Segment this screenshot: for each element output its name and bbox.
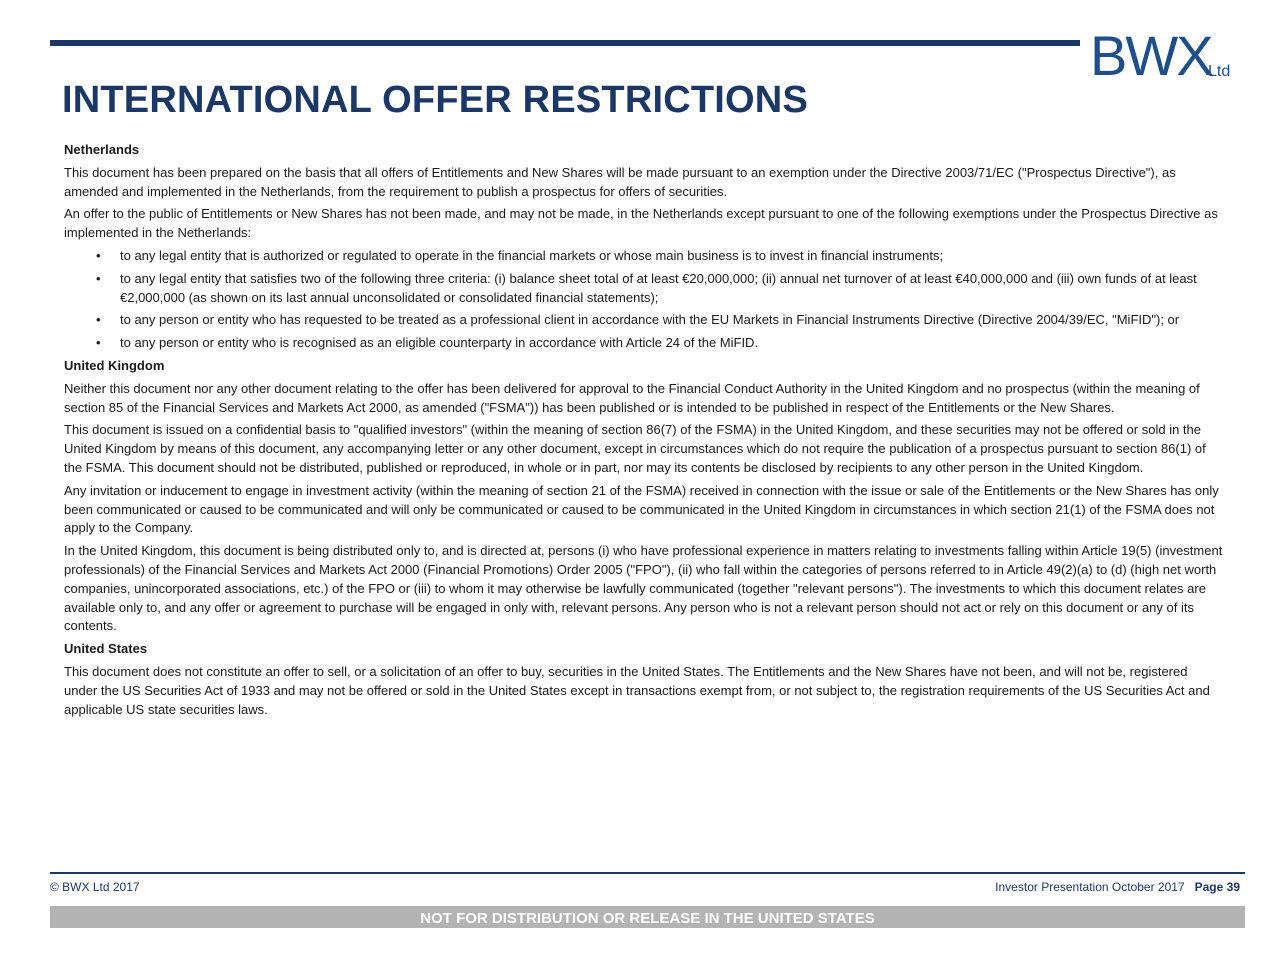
list-item-text: to any person or entity who has requested to be treated as a professional client in accordance with the EU Markets in Financial Instruments Directive (Directive 2004/39/EC, "MiFID"); or bbox=[120, 312, 1180, 328]
list-item bbox=[64, 334, 1224, 353]
paragraph: In the United Kingdom, this document is being distributed only to, and is directed at, persons (i) who have professional experience in matters relating to investments falling within Article 19(5) (investment professionals) of the Financial Services and Markets Act 2000 (Financial Promotions) Order 2005 ("FPO"), (ii) who fall within the categories of persons referred to in Article 49(2)(a) to (d) (high net worth companies, unincorporated associations, etc.) of the FPO or (iii) to whom it may otherwise be lawfully communicated (together "relevant persons"). The investments to which this document relates are available only to, and any offer or agreement to purchase will be engaged in only with, relevant persons. Any person who is not a relevant person should not act or rely on this document or any of its contents. bbox=[64, 543, 1223, 634]
exemption-list bbox=[64, 247, 1224, 353]
list-item bbox=[64, 270, 1224, 308]
list-item bbox=[64, 311, 1224, 330]
section-netherlands bbox=[64, 141, 1224, 353]
page-title: INTERNATIONAL OFFER RESTRICTIONS bbox=[62, 79, 808, 121]
document-body bbox=[64, 141, 1224, 723]
header-rule bbox=[50, 40, 1080, 46]
distribution-banner bbox=[50, 906, 1245, 928]
logo-wordmark: BWX bbox=[1090, 24, 1212, 87]
list-item-text: to any legal entity that is authorized or regulated to operate in the financial markets or whose main business is to invest in financial instruments; bbox=[120, 247, 944, 263]
list-item-text: to any person or entity who is recognised as an eligible counterparty in accordance with Article 24 of the MiFID. bbox=[120, 335, 759, 351]
list-item-text: to any legal entity that satisfies two of the following three criteria: (i) balance sheet total of at least €20,000,000; (ii) annual net turnover of at least €40,000,000 and (iii) own funds of at least €2,000,000 (as shown on its last annual unconsolidated or consolidated financial statements); bbox=[120, 270, 1197, 305]
bullet-icon: • bbox=[96, 247, 101, 263]
paragraph: An offer to the public of Entitlements or New Shares has not been made, and may not be made, in the Netherlands except pursuant to one of the following exemptions under the Prospectus Directive as implemented in the Netherlands: bbox=[64, 206, 1218, 241]
section-heading-united-kingdom: United Kingdom bbox=[64, 357, 165, 373]
logo-suffix: Ltd bbox=[1208, 63, 1231, 80]
bullet-icon: • bbox=[96, 335, 101, 351]
paragraph: Any invitation or inducement to engage in investment activity (within the meaning of section 21 of the FSMA) received in connection with the issue or sale of the Entitlements or the New Shares has only been communicated or caused to be communicated and will only be communicated or caused to be communicated in the United Kingdom in circumstances in which section 21(1) of the FSMA does not apply to the Company. bbox=[64, 482, 1219, 536]
paragraph: Neither this document nor any other document relating to the offer has been delivered for approval to the Financial Conduct Authority in the United Kingdom and no prospectus (within the meaning of section 85 of the Financial Services and Markets Act 2000, as amended ("FSMA")) has been published or is intended to be published in respect of the Entitlements or the New Shares. bbox=[64, 380, 1200, 415]
footer-rule bbox=[50, 872, 1245, 874]
bullet-icon: • bbox=[96, 312, 101, 328]
section-united-states bbox=[64, 640, 1224, 719]
copyright: © BWX Ltd 2017 bbox=[50, 880, 140, 894]
bullet-icon: • bbox=[96, 270, 101, 286]
paragraph: This document does not constitute an offer to sell, or a solicitation of an offer to buy, securities in the United States. The Entitlements and the New Shares have not been, and will not be, registered under the US Securities Act of 1933 and may not be offered or sold in the United States except in transactions exempt from, or not subject to, the registration requirements of the US Securities Act and applicable US state securities laws. bbox=[64, 663, 1210, 717]
list-item bbox=[64, 247, 1224, 266]
section-united-kingdom bbox=[64, 357, 1224, 636]
banner-text: NOT FOR DISTRIBUTION OR RELEASE IN THE UNITED STATES bbox=[420, 910, 875, 927]
paragraph: This document has been prepared on the basis that all offers of Entitlements and New Shares will be made pursuant to an exemption under the Directive 2003/71/EC ("Prospectus Directive"), as amended and implemented in the Netherlands, from the requirement to publish a prospectus for offers of securities. bbox=[64, 164, 1176, 199]
presentation-name: Investor Presentation October 2017 bbox=[995, 880, 1185, 894]
section-heading-netherlands: Netherlands bbox=[64, 142, 140, 157]
section-heading-united-states: United States bbox=[64, 641, 148, 657]
page-number: Page 39 bbox=[1194, 880, 1240, 894]
paragraph: This document is issued on a confidential basis to "qualified investors" (within the meaning of section 86(7) of the FSMA) in the United Kingdom, and these securities may not be offered or sold in the United Kingdom by means of this document, any accompanying letter or any other document, except in circumstances which do not require the publication of a prospectus pursuant to section 86(1) of the FSMA. This document should not be distributed, published or reproduced, in whole or in part, nor may its contents be disclosed by recipients to any other person in the United Kingdom. bbox=[64, 422, 1206, 475]
footer-meta bbox=[995, 879, 1240, 895]
